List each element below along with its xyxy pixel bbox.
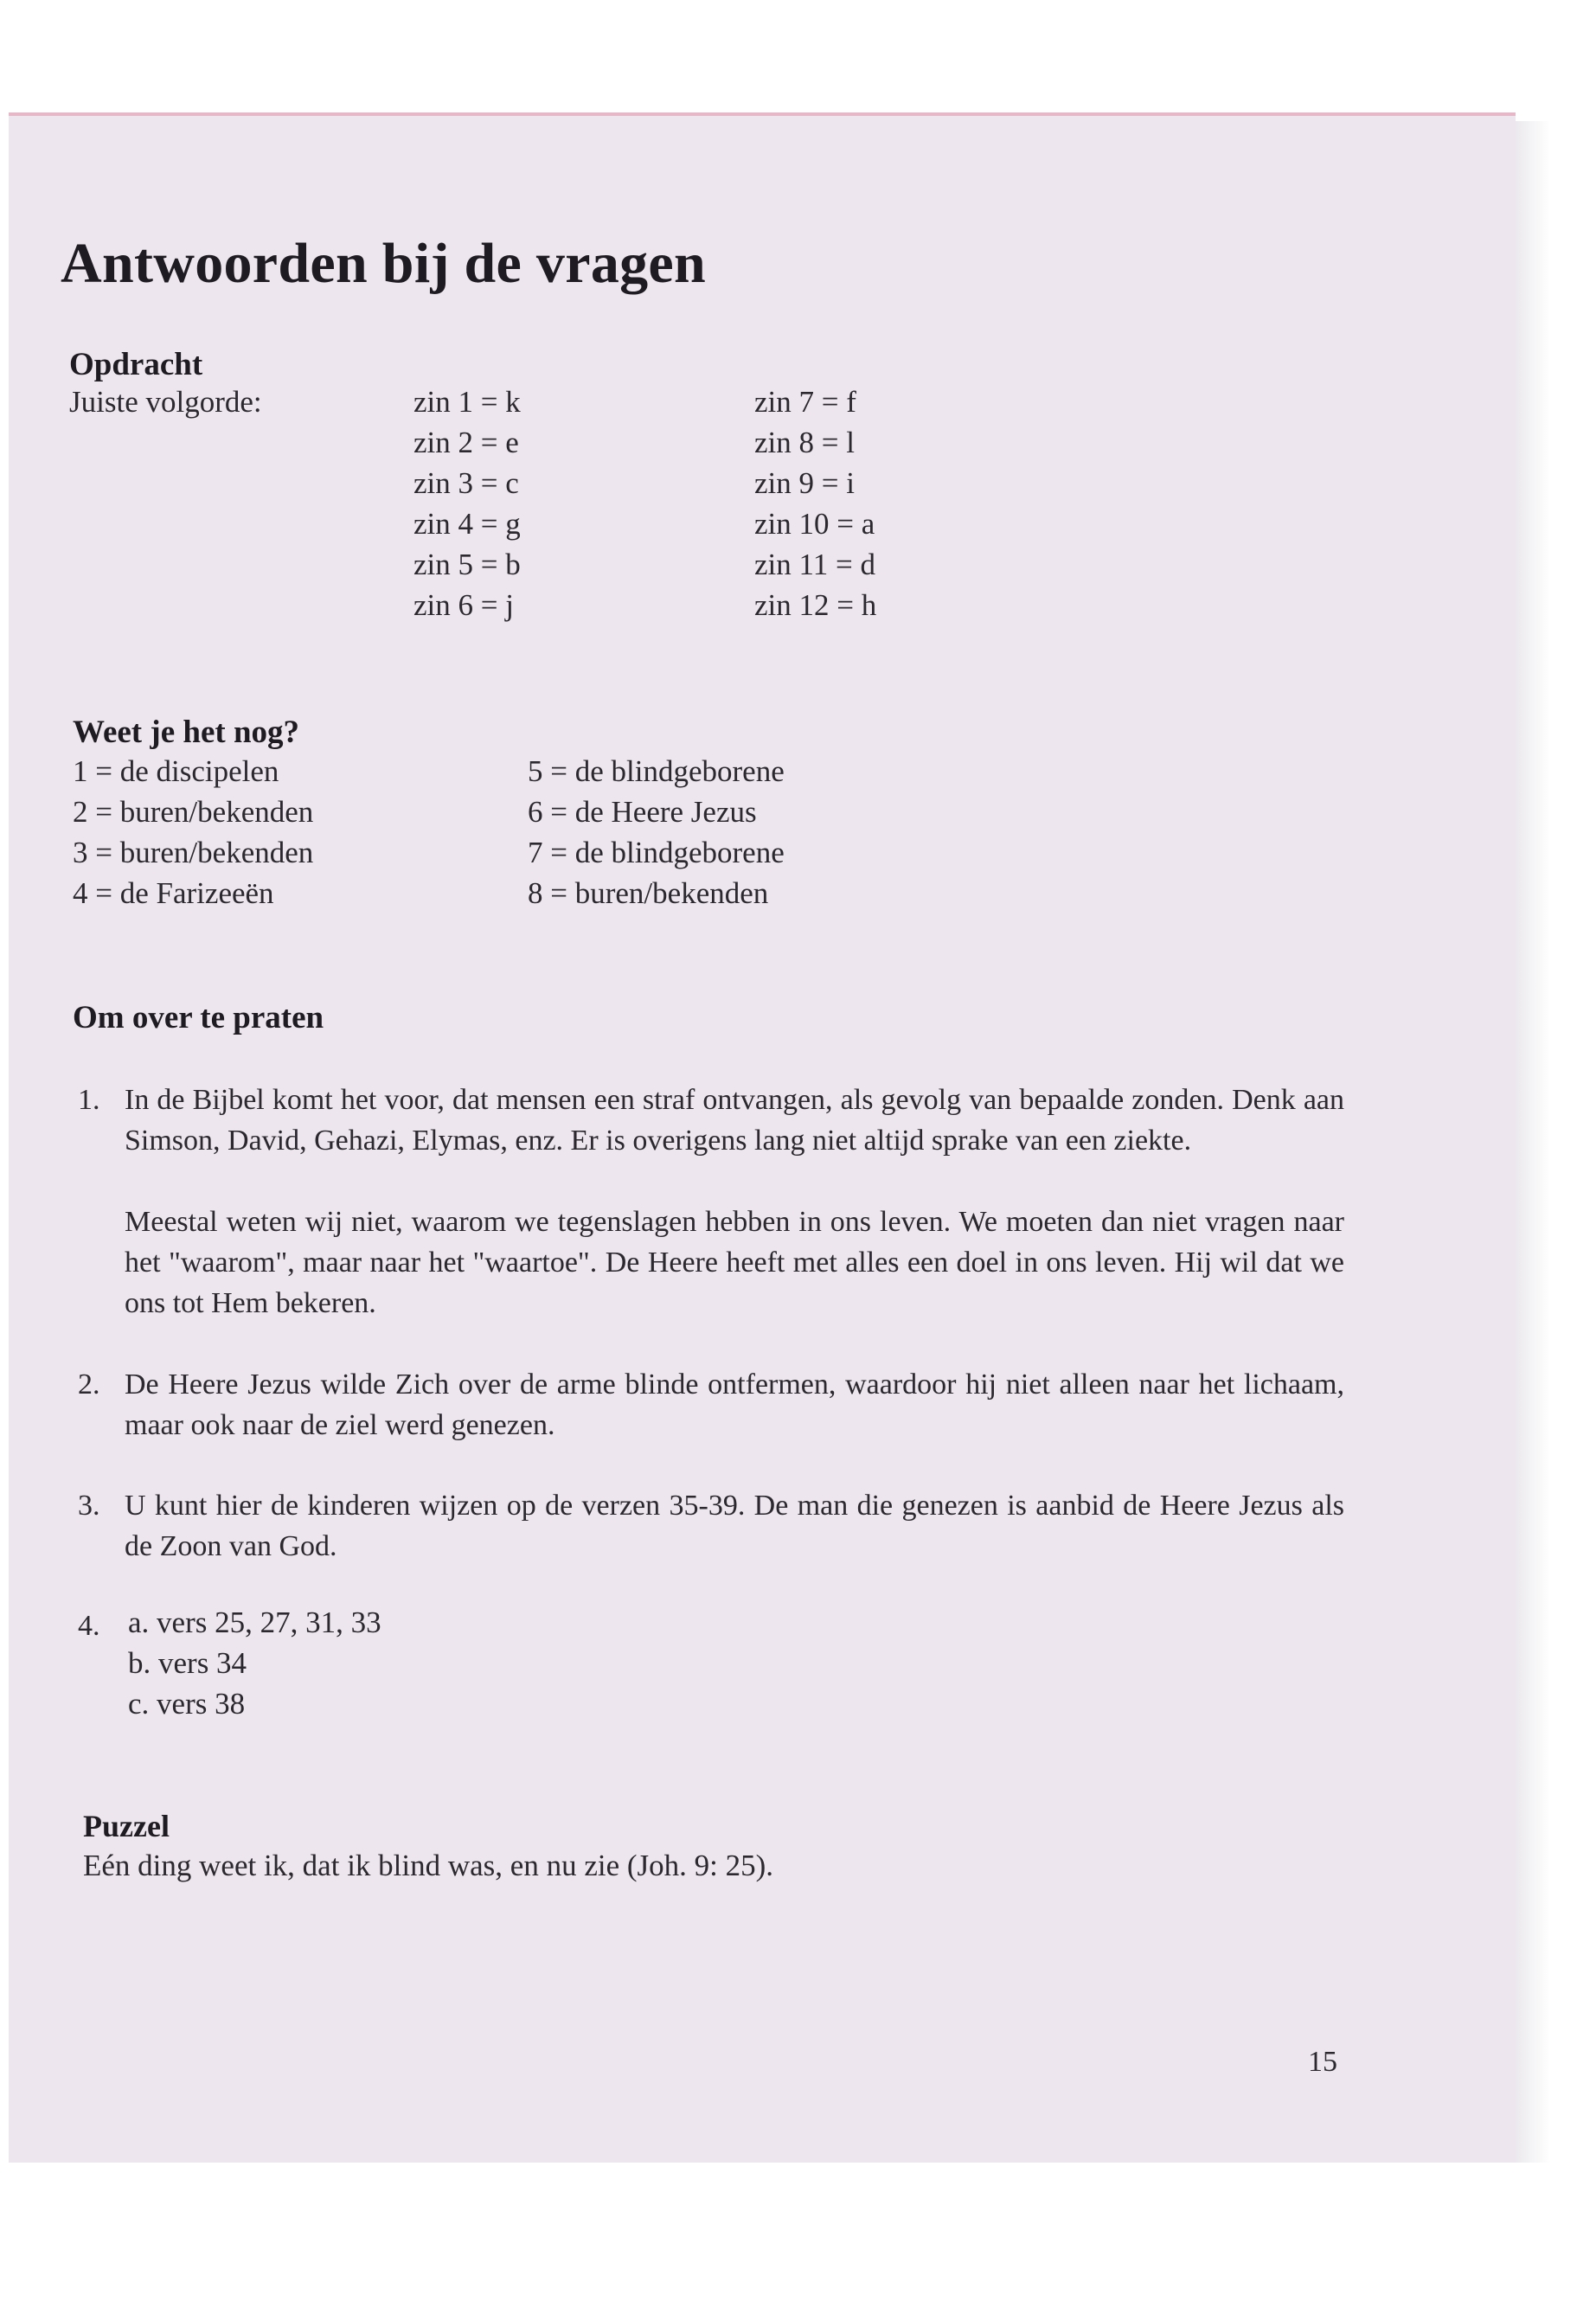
opdracht-answer: zin 5 = b <box>413 548 521 581</box>
opdracht-answer: zin 8 = l <box>754 426 855 459</box>
page-number: 15 <box>1308 2046 1337 2078</box>
opdracht-heading: Opdracht <box>69 347 203 382</box>
opdracht-answer: zin 9 = i <box>754 466 855 500</box>
answer-paragraph: De Heere Jezus wilde Zich over de arme blinde ontfermen, waardoor hij niet alleen naar het lichaam, maar ook naar de ziel werd genezen. <box>125 1368 1344 1441</box>
opdracht-answer: zin 4 = g <box>413 507 521 541</box>
verse-answer: b. vers 34 <box>128 1646 247 1680</box>
verse-answer: a. vers 25, 27, 31, 33 <box>128 1606 381 1639</box>
opdracht-answer: zin 12 = h <box>754 588 877 622</box>
opdracht-answer: zin 10 = a <box>754 507 875 541</box>
weet-answer: 6 = de Heere Jezus <box>528 795 757 829</box>
verse-answer: c. vers 38 <box>128 1687 246 1721</box>
page-edge <box>1516 121 1550 2163</box>
weet-answer: 4 = de Farizeeën <box>73 876 274 910</box>
answer-paragraph: Meestal weten wij niet, waarom we tegenslagen hebben in ons leven. We moeten dan niet vragen naar het "waarom", maar naar het "waartoe". De Heere heeft met alles een doel in ons leven. Hij wil dat we ons tot Hem bekeren. <box>125 1206 1344 1319</box>
weet-answer: 1 = de discipelen <box>73 754 279 788</box>
opdracht-answer: zin 2 = e <box>413 426 519 459</box>
opdracht-answer: zin 11 = d <box>754 548 875 581</box>
question-number: 2. <box>78 1368 100 1400</box>
weet-answer: 5 = de blindgeborene <box>528 754 785 788</box>
opdracht-answer: zin 3 = c <box>413 466 519 500</box>
opdracht-answer: zin 7 = f <box>754 385 856 419</box>
puzzel-answer: Eén ding weet ik, dat ik blind was, en nu zie (Joh. 9: 25). <box>83 1849 774 1882</box>
weet-answer: 2 = buren/bekenden <box>73 795 314 829</box>
answer-paragraph: U kunt hier de kinderen wijzen op de verzen 35-39. De man die genezen is aanbid de Heere Jezus als de Zoon van God. <box>125 1490 1344 1562</box>
question-number: 4. <box>78 1610 100 1642</box>
page-title: Antwoorden bij de vragen <box>61 232 707 295</box>
answer-paragraph: In de Bijbel komt het voor, dat mensen een straf ontvangen, als gevolg van bepaalde zonden. Denk aan Simson, David, Gehazi, Elymas, enz. Er is overigens lang niet altijd sprake van een ziekte. <box>125 1084 1344 1157</box>
opdracht-answer: zin 6 = j <box>413 588 514 622</box>
weet-heading: Weet je het nog? <box>73 715 300 750</box>
weet-answer: 8 = buren/bekenden <box>528 876 769 910</box>
weet-answer: 7 = de blindgeborene <box>528 836 785 869</box>
opdracht-answer: zin 1 = k <box>413 385 521 419</box>
question-number: 1. <box>78 1084 100 1116</box>
opdracht-label: Juiste volgorde: <box>69 385 262 419</box>
question-number: 3. <box>78 1490 100 1522</box>
puzzel-heading: Puzzel <box>83 1809 170 1843</box>
weet-answer: 3 = buren/bekenden <box>73 836 314 869</box>
praten-heading: Om over te praten <box>73 1000 324 1035</box>
